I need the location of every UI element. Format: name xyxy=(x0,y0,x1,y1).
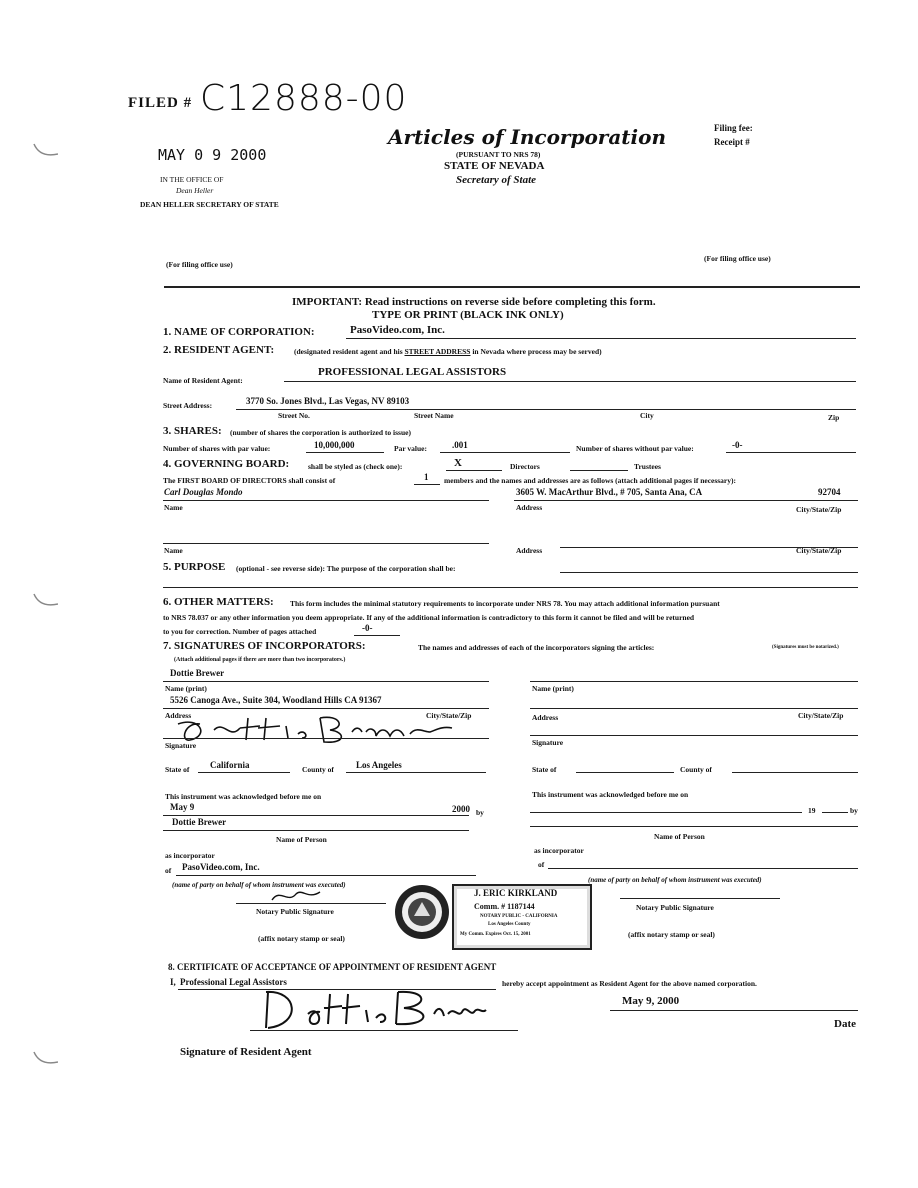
purpose-line xyxy=(560,572,858,573)
right-ack-line xyxy=(530,812,802,813)
punch-hole-mark xyxy=(0,590,58,620)
header-divider xyxy=(164,286,860,288)
board-count: 1 xyxy=(424,472,429,482)
purpose-line-2 xyxy=(163,587,858,588)
director-name: Carl Douglas Mondo xyxy=(164,487,243,497)
notary-comm: Comm. # 1187144 xyxy=(474,902,535,911)
of-right: of xyxy=(538,860,545,869)
s7-desc-small: (Signatures must be notarized.) xyxy=(772,645,839,650)
signature-of-resident-agent: Signature of Resident Agent xyxy=(180,1046,312,1058)
notary-sig-label-left: Notary Public Signature xyxy=(256,907,334,916)
notary-line4: Los Angeles County xyxy=(488,922,531,927)
address-col-2: Address xyxy=(516,546,543,555)
col-street-no: Street No. xyxy=(278,411,310,420)
address-label-right: Address xyxy=(532,713,559,722)
filing-office-use-right: (For filing office use) xyxy=(704,254,771,263)
no-par-value: -0- xyxy=(732,440,743,450)
ack-label-right: This instrument was acknowledged before me on xyxy=(532,790,689,799)
corporation-name: PasoVideo.com, Inc. xyxy=(350,324,445,336)
s8-date-line xyxy=(610,1010,858,1011)
right-by: by xyxy=(850,806,858,815)
s2-label: 2. RESIDENT AGENT: xyxy=(163,344,275,356)
punch-hole-mark xyxy=(0,1048,58,1078)
page-title: Articles of Incorporation xyxy=(388,125,667,149)
director-addr-line xyxy=(514,500,858,501)
pages-line xyxy=(354,635,400,636)
directors-label: Directors xyxy=(510,462,540,471)
col-city: City xyxy=(640,411,654,420)
par-value-line xyxy=(440,452,570,453)
street-address-label: Street Address: xyxy=(163,401,213,410)
s3-label: 3. SHARES: xyxy=(163,425,222,437)
notary-sig-label-right: Notary Public Signature xyxy=(636,903,714,912)
important-instructions: IMPORTANT: Read instructions on reverse side before completing this form. xyxy=(292,296,656,308)
affix-label-right: (affix notary stamp or seal) xyxy=(628,930,715,939)
trustees-label: Trustees xyxy=(634,462,661,471)
s2-desc: (designated resident agent and his STREET ADDRESS in Nevada where process may be served) xyxy=(294,347,602,356)
par-value-label: Par value: xyxy=(394,444,427,453)
corporation-name-line xyxy=(346,338,856,339)
state-name: STATE OF NEVADA xyxy=(444,160,545,172)
trustees-line xyxy=(570,470,628,471)
director-zip: 92704 xyxy=(818,487,841,497)
inc-addr-line xyxy=(163,708,489,709)
county-value: Los Angeles xyxy=(356,760,402,770)
s8-label: 8. CERTIFICATE OF ACCEPTANCE OF APPOINTMENT OF RESIDENT AGENT xyxy=(168,962,497,972)
county-of-label-right: County of xyxy=(680,765,712,774)
resident-agent-name-label: Name of Resident Agent: xyxy=(163,376,243,385)
board-count-line xyxy=(414,484,440,485)
notary-sig-line xyxy=(236,903,386,904)
no-par-line xyxy=(726,452,856,453)
agent-address-line xyxy=(236,409,856,410)
par-shares-label: Number of shares with par value: xyxy=(163,444,271,453)
county-of-label: County of xyxy=(302,765,334,774)
name-col-2: Name xyxy=(164,546,183,555)
right-name-line xyxy=(530,681,858,682)
office-stamp-line3: DEAN HELLER SECRETARY OF STATE xyxy=(140,200,279,209)
right-person-line xyxy=(530,826,858,827)
col-zip: Zip xyxy=(828,413,840,422)
par-shares-value: 10,000,000 xyxy=(314,440,355,450)
ack-year: 2000 xyxy=(452,804,470,814)
secretary-of-state: Secretary of State xyxy=(456,174,537,186)
right-state-line xyxy=(576,772,674,773)
state-of-label: State of xyxy=(165,765,190,774)
ack-date: May 9 xyxy=(170,802,195,812)
of-left: of xyxy=(165,866,172,875)
address-label-left: Address xyxy=(165,711,192,720)
name-of-person-left: Name of Person xyxy=(276,835,327,844)
name-col-1: Name xyxy=(164,503,183,512)
notary-seal-icon xyxy=(392,882,452,942)
s4-label: 4. GOVERNING BOARD: xyxy=(163,458,290,470)
s5-label: 5. PURPOSE xyxy=(163,561,226,573)
s8-agent: Professional Legal Assistors xyxy=(180,977,287,987)
party-label-left: (name of party on behalf of whom instrument was executed) xyxy=(172,881,346,889)
s6-text2: to NRS 78.037 or any other information you deem appropriate. If any of the additional information is contradictory to this form it cannot be filed and will be returned xyxy=(163,613,695,622)
filed-label: FILED # xyxy=(128,95,193,111)
agent-name-line xyxy=(284,381,856,382)
par-shares-line xyxy=(306,452,384,453)
right-company-line xyxy=(548,868,858,869)
s5-desc: (optional - see reverse side): The purpose of the corporation shall be: xyxy=(236,564,456,573)
company-name: PasoVideo.com, Inc. xyxy=(182,862,260,872)
as-incorporator-left: as incorporator xyxy=(165,851,215,860)
s3-desc: (number of shares the corporation is authorized to issue) xyxy=(230,428,411,437)
s8-line-b: hereby accept appointment as Resident Agent for the above named corporation. xyxy=(502,979,757,988)
office-stamp-line2: Dean Heller xyxy=(176,186,214,195)
s1-label: 1. NAME OF CORPORATION: xyxy=(163,326,315,338)
name-print-label-right: Name (print) xyxy=(532,684,574,693)
office-stamp-line1: IN THE OFFICE OF xyxy=(160,175,224,184)
s6-text1: This form includes the minimal statutory requirements to incorporate under NRS 78. You may attach additional information pursuant xyxy=(290,599,720,608)
csz-col-1: City/State/Zip xyxy=(796,505,842,514)
filed-number: C12888-00 xyxy=(200,78,408,119)
notary-stamp-box xyxy=(452,884,592,950)
s6-label: 6. OTHER MATTERS: xyxy=(163,596,274,608)
s8-date: May 9, 2000 xyxy=(622,995,680,1007)
ack-by: by xyxy=(476,808,484,817)
s4-desc: shall be styled as (check one): xyxy=(308,462,403,471)
directors-line xyxy=(446,470,502,471)
directors-check: X xyxy=(454,457,462,469)
board-line-b: members and the names and addresses are as follows (attach additional pages if necessary): xyxy=(444,476,737,485)
ack-label: This instrument was acknowledged before me on xyxy=(165,792,322,801)
state-line xyxy=(198,772,290,773)
type-or-print: TYPE OR PRINT (BLACK INK ONLY) xyxy=(372,309,564,321)
no-par-label: Number of shares without par value: xyxy=(576,444,694,453)
party-label-right: (name of party on behalf of whom instrument was executed) xyxy=(588,876,762,884)
date-stamp: MAY 0 9 2000 xyxy=(158,146,267,164)
director-name-line xyxy=(163,500,489,501)
notary-name: J. ERIC KIRKLAND xyxy=(474,888,558,898)
resident-sig-line xyxy=(250,1030,518,1031)
s8-line-a: I, xyxy=(170,977,176,987)
incorporator-name: Dottie Brewer xyxy=(170,668,225,678)
address-col-1: Address xyxy=(516,503,543,512)
notary-line5: My Comm. Expires Oct. 15, 2001 xyxy=(460,932,531,937)
incorporator-address: 5526 Canoga Ave., Suite 304, Woodland Hills CA 91367 xyxy=(170,695,382,705)
receipt-label: Receipt # xyxy=(714,137,750,147)
ack-person: Dottie Brewer xyxy=(172,817,227,827)
csz-label-right: City/State/Zip xyxy=(798,711,844,720)
s8-date-label: Date xyxy=(834,1018,856,1030)
name-print-label: Name (print) xyxy=(165,684,207,693)
signature-label-right: Signature xyxy=(532,738,564,747)
signature-label-left: Signature xyxy=(165,741,197,750)
notary-line3: NOTARY PUBLIC - CALIFORNIA xyxy=(480,914,558,919)
right-19: 19 xyxy=(808,806,816,815)
director2-name-line xyxy=(163,543,489,544)
s7-attach: (Attach additional pages if there are more than two incorporators.) xyxy=(174,657,346,663)
county-line xyxy=(346,772,486,773)
state-value: California xyxy=(210,760,250,770)
filing-office-use-left: (For filing office use) xyxy=(166,260,233,269)
right-year-line xyxy=(822,812,848,813)
s7-desc: The names and addresses of each of the incorporators signing the articles: xyxy=(418,643,655,652)
right-notary-line xyxy=(620,898,780,899)
company-line xyxy=(176,875,476,876)
s6-text3: to you for correction. Number of pages attached xyxy=(163,627,317,636)
resident-agent-address: 3770 So. Jones Blvd., Las Vegas, NV 89103 xyxy=(246,396,410,406)
pages-attached: -0- xyxy=(362,623,373,633)
par-value: .001 xyxy=(452,440,468,450)
punch-hole-mark xyxy=(0,140,58,170)
affix-label-left: (affix notary stamp or seal) xyxy=(258,934,345,943)
incorporator-signature xyxy=(170,710,460,748)
name-of-person-right: Name of Person xyxy=(654,832,705,841)
inc-name-line xyxy=(163,681,489,682)
col-street-name: Street Name xyxy=(414,411,454,420)
resident-agent-signature xyxy=(258,984,488,1036)
as-incorporator-right: as incorporator xyxy=(534,846,584,855)
resident-agent-name: PROFESSIONAL LEGAL ASSISTORS xyxy=(318,366,507,378)
ack-line xyxy=(163,815,469,816)
board-line-a: The FIRST BOARD OF DIRECTORS shall consist of xyxy=(163,476,336,485)
right-county-line xyxy=(732,772,858,773)
director-address: 3605 W. MacArthur Blvd., # 705, Santa Ana, CA xyxy=(516,487,703,497)
inc-sig-line xyxy=(163,738,489,739)
person-line xyxy=(163,830,469,831)
csz-label-left: City/State/Zip xyxy=(426,711,472,720)
state-of-label-right: State of xyxy=(532,765,557,774)
right-addr-line xyxy=(530,708,858,709)
nrs-subtitle: (PURSUANT TO NRS 78) xyxy=(456,150,541,159)
s7-label: 7. SIGNATURES OF INCORPORATORS: xyxy=(163,640,366,652)
filing-fee-label: Filing fee: xyxy=(714,123,753,133)
right-sig-line xyxy=(530,735,858,736)
csz-col-2: City/State/Zip xyxy=(796,546,842,555)
